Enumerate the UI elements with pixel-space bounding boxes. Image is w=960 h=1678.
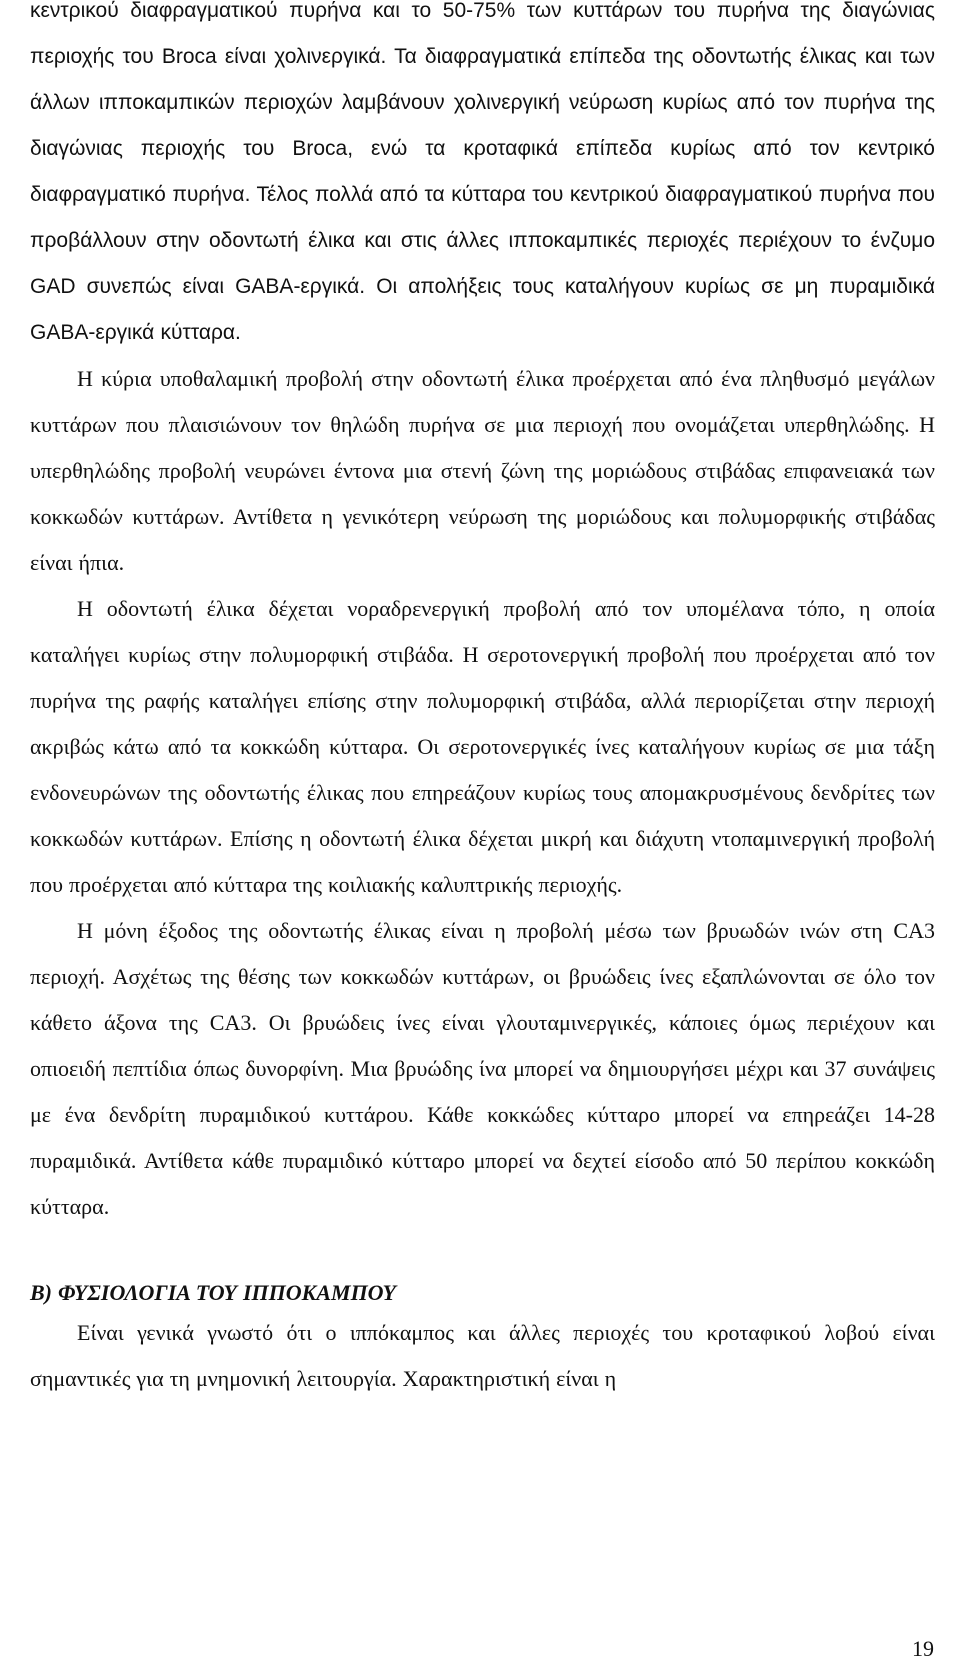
paragraph-mossy-fiber-output: Η μόνη έξοδος της οδοντωτής έλικας είναι η προβολή μέσω των βρυωδών ινών στη CA3 περιοχή. Ασχέτως της θέσης των κοκκωδών κυττάρων, οι βρυώδεις ίνες εξαπλώνονται σε όλο τον κάθετο άξονα της CA3. Οι βρυώδεις ίνες είναι γλουταμινεργικές, κάποιες όμως περιέχουν και οπιοειδή πεπτίδια όπως δυνορφίνη. Μια βρυώδης ίνα μπορεί να δημιουργήσει μέχρι και 37 συνάψεις με ένα δενδρίτη πυραμιδικού κυττάρου. Κάθε κοκκώδες κύτταρο μπορεί να επηρεάζει 14-28 πυραμιδικά. Αντίθετα κάθε πυραμιδικό κύτταρο μπορεί να δεχτεί είσοδο από 50 περίπου κοκκώδη κύτταρα. — [30, 918, 935, 1219]
paragraph-noradrenergic-serotonergic-projection: Η οδοντωτή έλικα δέχεται νοραδρενεργική προβολή από τον υπομέλανα τόπο, η οποία καταλήγει κυρίως στην πολυμορφική στιβάδα. Η σεροτονεργική προβολή που προέρχεται από τον πυρήνα της ραφής καταλήγει επίσης στην πολυμορφική στιβάδα, αλλά περιορίζεται στην περιοχή ακριβώς κάτω από τα κοκκώδη κύτταρα. Οι σεροτονεργικές ίνες καταλήγουν κυρίως σε μια τάξη ενδονευρώνων της οδοντωτής έλικας που επηρεάζουν κυρίως τους απομακρυσμένους δενδρίτες των κοκκωδών κυττάρων. Επίσης η οδοντωτή έλικα δέχεται μικρή και διάχυτη ντοπαμινεργική προβολή που προέρχεται από κύτταρα της κοιλιακής καλυπτρικής περιοχής. — [30, 596, 935, 897]
section-heading-hippocampus-physiology: Β) ΦΥΣΙΟΛΟΓΙΑ ΤΟΥ ΙΠΠΟΚΑΜΠΟΥ — [30, 1280, 396, 1305]
paragraph-cholinergic-innervation: κεντρικού διαφραγματικού πυρήνα και το 50-75% των κυττάρων του πυρήνα της διαγώνιας περιοχής του Broca είναι χολινεργικά. Τα διαφραγματικά επίπεδα της οδοντωτής έλικας και των άλλων ιπποκαμπικών περιοχών λαμβάνουν χολινεργική νεύρωση κυρίως από τον πυρήνα της διαγώνιας περιοχής του Broca, ενώ τα κροταφικά επίπεδα κυρίως από τον κεντρικό διαφραγματικό πυρήνα. Τέλος πολλά από τα κύτταρα του κεντρικού διαφραγματικού πυρήνα που προβάλλουν στην οδοντωτή έλικα και στις άλλες ιπποκαμπικές περιοχές περιέχουν το ένζυμο GAD συνεπώς είναι GABA-εργικά. Οι απολήξεις τους καταλήγουν κυρίως σε μη πυραμιδικά GABA-εργικά κύτταρα. — [30, 0, 935, 344]
page-number: 19 — [912, 1636, 934, 1661]
paragraph-hippocampus-memory: Είναι γενικά γνωστό ότι ο ιππόκαμπος και άλλες περιοχές του κροταφικού λοβού είναι σημαντικές για τη μνημονική λειτουργία. Χαρακτηριστική είναι η — [30, 1320, 935, 1391]
document-page — [30, 0, 935, 1402]
paragraph-hypothalamic-projection: Η κύρια υποθαλαμική προβολή στην οδοντωτή έλικα προέρχεται από ένα πληθυσμό μεγάλων κυττάρων που πλαισιώνουν τον θηλώδη πυρήνα σε μια περιοχή που ονομάζεται υπερθηλώδης. Η υπερθηλώδης προβολή νευρώνει έντονα μια στενή ζώνη της μοριώδους στιβάδας επιφανειακά των κοκκωδών κυττάρων. Αντίθετα η γενικότερη νεύρωση της μοριώδους και πολυμορφικής στιβάδας είναι ήπια. — [30, 366, 935, 575]
